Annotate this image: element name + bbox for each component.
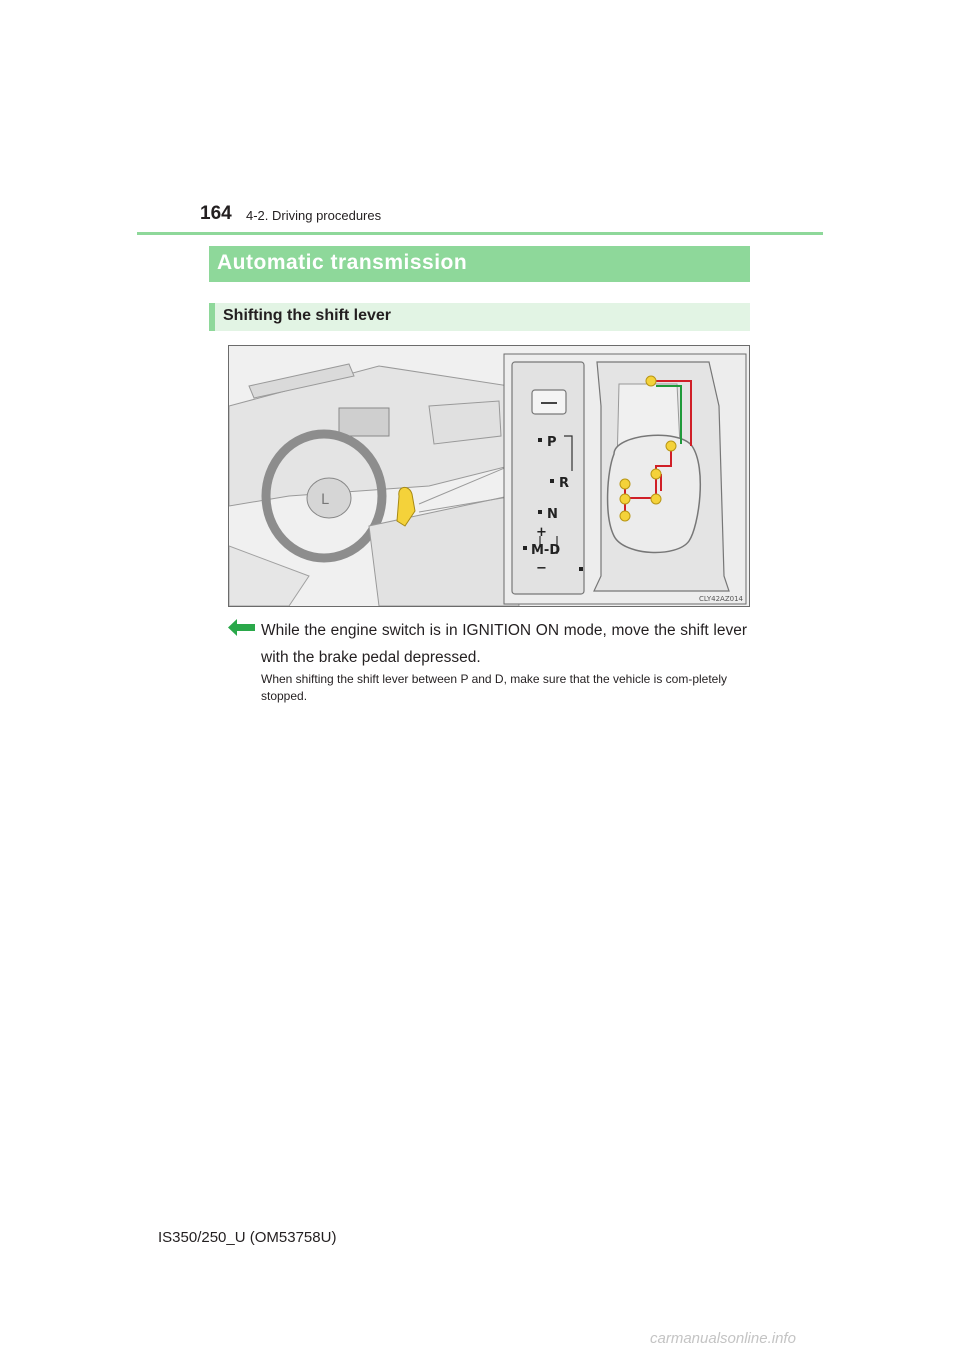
gate-label-r: R <box>559 476 570 491</box>
dash-panel <box>429 401 501 444</box>
gate-label-plus: + <box>536 525 547 540</box>
gate-label-n: N <box>547 507 558 522</box>
gate-label-minus: − <box>536 561 547 576</box>
section-title-bar <box>209 246 750 282</box>
gate-dot-m <box>523 546 527 550</box>
position-m <box>620 494 630 504</box>
gate-dot-r <box>550 479 554 483</box>
page-number: 164 <box>200 203 232 224</box>
illustration-svg <box>229 346 749 606</box>
center-display <box>339 408 389 436</box>
instruction-note: When shifting the shift lever between P and D, make sure that the vehicle is com-pletely stopped. <box>261 672 728 703</box>
position-plus <box>620 479 630 489</box>
instruction-text: While the engine switch is in IGNITION ON mode, move the shift lever with the brake pedal depressed. <box>261 622 747 666</box>
subsection-title: Shifting the shift lever <box>223 307 392 324</box>
position-n <box>651 469 661 479</box>
gate-dot-n <box>538 510 542 514</box>
position-p <box>646 376 656 386</box>
steering-hub <box>307 478 351 518</box>
position-r <box>666 441 676 451</box>
gate-label-p: P <box>547 435 557 450</box>
gate-dot-p <box>538 438 542 442</box>
shift-lever-illustration <box>228 345 750 607</box>
figure-code: CLY42AZ014 <box>699 595 743 603</box>
footer-watermark: carmanualsonline.info <box>650 1330 796 1347</box>
left-arrow-icon <box>228 619 255 636</box>
subsection-title-bar <box>209 303 750 331</box>
section-label: 4-2. Driving procedures <box>246 208 382 223</box>
position-d <box>651 494 661 504</box>
gate-label-md: M-D <box>531 543 561 558</box>
footer-model: IS350/250_U (OM53758U) <box>158 1229 337 1246</box>
steering-logo: L <box>321 492 329 508</box>
position-minus <box>620 511 630 521</box>
shift-knob <box>608 435 701 552</box>
header-rule <box>137 232 823 235</box>
gate-dot-minus <box>579 567 583 571</box>
section-title: Automatic transmission <box>217 251 468 274</box>
